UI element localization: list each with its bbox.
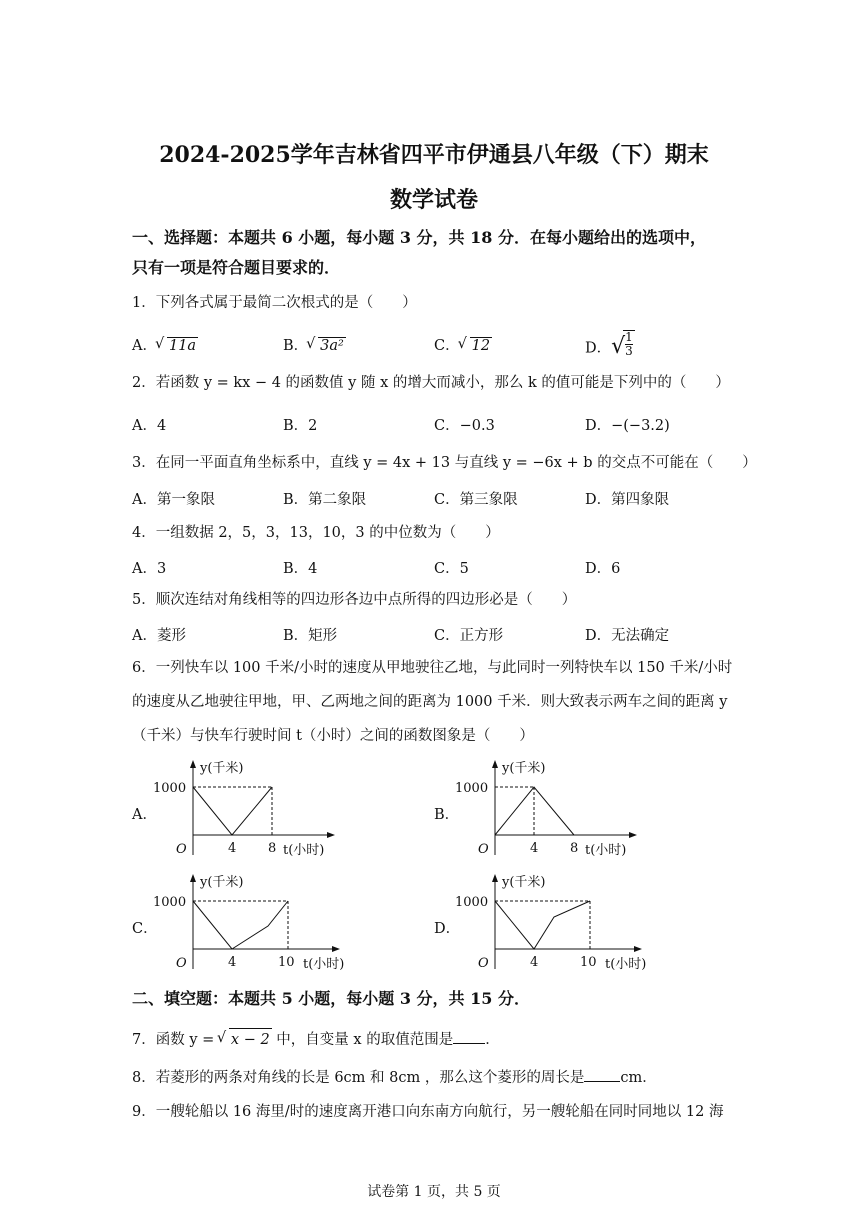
- option-c[interactable]: C．5: [434, 561, 469, 577]
- y-tick-1000: 1000: [455, 895, 489, 910]
- x-tick-4: 4: [228, 955, 237, 970]
- option-b[interactable]: B．2: [283, 418, 318, 434]
- question-2: 2．若函数 y = kx − 4 的函数值 y 随 x 的增大而减小，那么 k 的值可能是下列中的（ ）: [132, 375, 730, 391]
- graph-a[interactable]: [150, 755, 350, 867]
- radical: √ 3a²: [318, 337, 346, 354]
- option-a[interactable]: A．第一象限: [132, 492, 215, 508]
- x-tick-4: 4: [530, 841, 539, 856]
- option-c-label[interactable]: C．: [132, 921, 158, 937]
- page-title: 2024-2025学年吉林省四平市伊通县八年级（下）期末: [159, 142, 709, 168]
- origin-label: O: [176, 842, 187, 857]
- question-9: 9．一艘轮船以 16 海里/时的速度离开港口向东南方向航行，另一艘轮船在同时同地以 12 海: [132, 1104, 724, 1120]
- option-d[interactable]: D．无法确定: [585, 628, 670, 644]
- question-1: 1．下列各式属于最简二次根式的是（ ）: [132, 295, 417, 311]
- x-tick-4: 4: [530, 955, 539, 970]
- question-7-end: ．: [485, 1032, 500, 1048]
- y-axis-label: y(千米): [502, 875, 546, 890]
- fraction-denominator: 3: [625, 344, 633, 358]
- radical: √ 11a: [167, 337, 198, 354]
- question-8-unit: cm．: [620, 1070, 657, 1086]
- fraction-numerator: 1: [625, 330, 633, 344]
- radical: √ 12: [470, 337, 492, 354]
- origin-label: O: [176, 956, 187, 971]
- origin-label: O: [478, 842, 489, 857]
- section-1-heading: [132, 223, 752, 283]
- question-6-line-3: （千米）与快车行驶时间 t（小时）之间的函数图象是（ ）: [132, 728, 534, 744]
- option-b-label[interactable]: B．: [434, 807, 460, 823]
- y-tick-1000: 1000: [153, 895, 187, 910]
- question-1-options: [132, 330, 752, 359]
- page-footer: 试卷第 1 页，共 5 页: [367, 1184, 501, 1200]
- option-d[interactable]: D．6: [585, 561, 621, 577]
- graph-c[interactable]: [150, 869, 360, 981]
- origin-label: O: [478, 956, 489, 971]
- graph-b[interactable]: [452, 755, 652, 867]
- option-b[interactable]: B．第二象限: [283, 492, 367, 508]
- question-5-options: [132, 624, 752, 648]
- option-b[interactable]: B．4: [283, 561, 318, 577]
- question-3-options: [132, 488, 752, 512]
- question-7-body: 中，自变量 x 的取值范围是: [271, 1032, 454, 1048]
- question-7: [132, 1028, 752, 1051]
- question-6-line-2: 的速度从乙地驶往甲地，甲、乙两地之间的距离为 1000 千米．则大致表示两车之间的距离 y: [132, 694, 728, 710]
- option-d[interactable]: [585, 330, 635, 363]
- option-d[interactable]: D．第四象限: [585, 492, 670, 508]
- page-subtitle: 数学试卷: [389, 187, 478, 213]
- option-a[interactable]: [132, 334, 198, 355]
- y-axis-label: y(千米): [200, 875, 244, 890]
- section-1-line-1: 一、选择题：本题共 6 小题，每小题 3 分，共 18 分．在每小题给出的选项中，: [132, 228, 706, 247]
- question-2-options: [132, 414, 752, 438]
- question-8: [132, 1067, 752, 1089]
- y-tick-1000: 1000: [153, 781, 187, 796]
- graph-d[interactable]: [452, 869, 662, 981]
- option-a[interactable]: A．3: [132, 561, 167, 577]
- y-tick-1000: 1000: [455, 781, 489, 796]
- section-1-line-2: 只有一项是符合题目要求的．: [132, 258, 341, 277]
- x-axis-label: t(小时): [303, 957, 345, 972]
- option-a[interactable]: A．4: [132, 418, 167, 434]
- option-c[interactable]: C．正方形: [434, 628, 504, 644]
- answer-blank[interactable]: [453, 1029, 485, 1044]
- x-tick-10: 10: [278, 955, 295, 970]
- option-d[interactable]: D．−(−3.2): [585, 418, 670, 434]
- option-c[interactable]: C．第三象限: [434, 492, 518, 508]
- question-7-prefix: 7．函数 y =: [132, 1032, 219, 1048]
- question-8-text: 8．若菱形的两条对角线的长是 6cm 和 8cm ，那么这个菱形的周长是: [132, 1070, 585, 1086]
- question-6-line-1: 6．一列快车以 100 千米/小时的速度从甲地驶往乙地，与此同时一列特快车以 150 千米/小时: [132, 660, 733, 676]
- option-label: D．: [585, 340, 612, 357]
- x-tick-8: 8: [570, 841, 579, 856]
- x-axis-label: t(小时): [605, 957, 647, 972]
- option-a-label[interactable]: A．: [132, 807, 157, 823]
- option-label: C．: [434, 338, 460, 354]
- x-axis-label: t(小时): [585, 843, 627, 858]
- option-label: B．: [283, 338, 309, 354]
- y-axis-label: y(千米): [200, 761, 244, 776]
- x-tick-4: 4: [228, 841, 237, 856]
- radical-fraction: √ $\frac{1}{3}$: [611, 330, 633, 359]
- option-c[interactable]: [434, 334, 492, 355]
- question-3: 3．在同一平面直角坐标系中，直线 y = 4x + 13 与直线 y = −6x + b 的交点不可能在（ ）: [132, 455, 757, 471]
- x-tick-8: 8: [268, 841, 277, 856]
- option-b[interactable]: B．矩形: [283, 628, 338, 644]
- option-a[interactable]: A．菱形: [132, 628, 186, 644]
- option-label: A．: [132, 338, 157, 354]
- question-4-options: [132, 557, 752, 581]
- question-5: 5．顺次连结对角线相等的四边形各边中点所得的四边形必是（ ）: [132, 592, 577, 608]
- x-tick-10: 10: [580, 955, 597, 970]
- question-4: 4．一组数据 2，5，3，13，10，3 的中位数为（ ）: [132, 525, 500, 541]
- answer-blank[interactable]: [584, 1067, 620, 1082]
- radical: √ x − 2: [229, 1028, 272, 1051]
- section-2-heading: 二、填空题：本题共 5 小题，每小题 3 分，共 15 分．: [132, 989, 530, 1008]
- option-d-label[interactable]: D．: [434, 921, 461, 937]
- y-axis-label: y(千米): [502, 761, 546, 776]
- option-b[interactable]: [283, 334, 346, 355]
- option-c[interactable]: C．−0.3: [434, 418, 495, 434]
- x-axis-label: t(小时): [283, 843, 325, 858]
